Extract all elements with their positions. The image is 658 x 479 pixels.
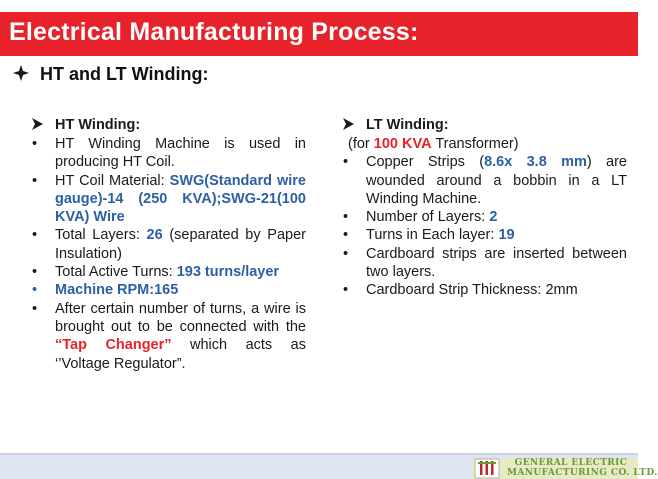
list-item: • After certain number of turns, a wire is brought out to be connected with the “Tap Changer” which acts as ‘’Voltage Regulator”. bbox=[32, 300, 306, 372]
list-item: • Cardboard strips are inserted between two layers. bbox=[343, 245, 627, 281]
title-bar bbox=[0, 12, 638, 56]
company-name-line1: GENERAL ELECTRIC bbox=[514, 458, 628, 468]
list-item: • Total Layers: 26 (separated by Paper Insulation) bbox=[32, 227, 306, 262]
list-item: • Turns in Each layer: 19 bbox=[343, 227, 515, 244]
lt-heading bbox=[341, 116, 627, 135]
list-item: • Total Active Turns: 193 turns/layer bbox=[32, 264, 280, 281]
ht-winding-column bbox=[30, 116, 306, 373]
ht-heading-text: HT Winding: bbox=[55, 117, 141, 133]
section-heading bbox=[12, 64, 208, 90]
lt-heading-text: LT Winding: bbox=[366, 117, 449, 133]
company-name bbox=[507, 458, 658, 478]
company-logo-icon bbox=[474, 458, 500, 479]
list-item: • Copper Strips (8.6x 3.8 mm) are wounded around a bobbin in a LT Winding Machine. bbox=[343, 154, 627, 207]
slide-title: Electrical Manufacturing Process: bbox=[9, 18, 419, 46]
list-item: • HT Winding Machine is used in producing HT Coil. bbox=[32, 136, 306, 171]
ht-heading bbox=[30, 116, 306, 135]
lt-winding-column bbox=[341, 116, 627, 300]
list-item: • Cardboard Strip Thickness: 2mm bbox=[343, 282, 578, 299]
company-name-line2: MANUFACTURING CO. LTD. bbox=[507, 468, 658, 478]
list-item: • HT Coil Material: SWG(Standard wire gauge)-14 (250 KVA);SWG-21(100 KVA) Wire bbox=[32, 172, 306, 226]
arrow-bullet-icon bbox=[30, 117, 44, 131]
lt-note: (for 100 KVA Transformer) bbox=[348, 136, 519, 152]
arrow-bullet-icon bbox=[341, 117, 355, 131]
list-item: • Machine RPM:165 bbox=[32, 282, 179, 299]
list-item: • Number of Layers: 2 bbox=[343, 209, 498, 226]
section-heading-text: HT and LT Winding: bbox=[40, 64, 209, 84]
diamond-bullet-icon bbox=[12, 64, 30, 82]
